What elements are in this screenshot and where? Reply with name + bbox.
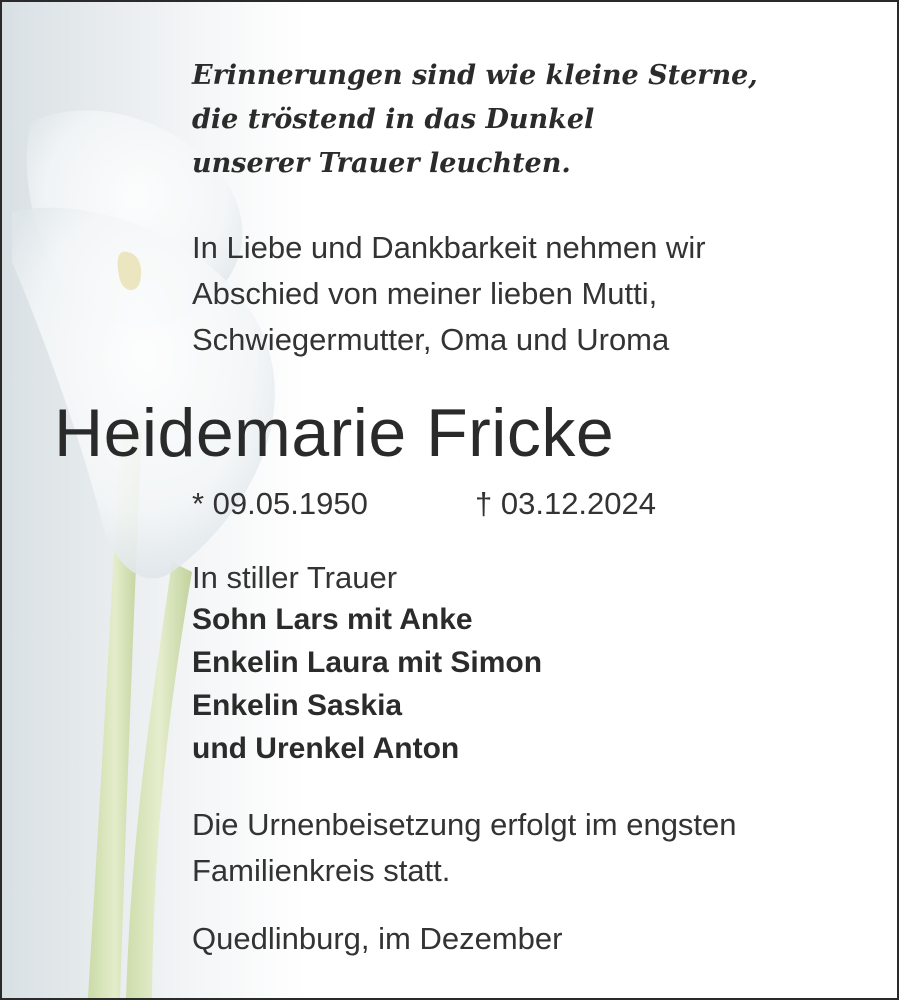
- mourners-list: [192, 598, 542, 770]
- intro-text: [192, 225, 706, 363]
- mourner-item: Enkelin Saskia: [192, 689, 403, 722]
- poem-line: unserer Trauer leuchten.: [192, 148, 571, 179]
- mourner-item: Enkelin Laura mit Simon: [192, 646, 543, 679]
- burial-line: Die Urnenbeisetzung erfolgt im engsten: [192, 807, 737, 842]
- intro-line: Abschied von meiner lieben Mutti,: [192, 276, 658, 311]
- mourner-item: und Urenkel Anton: [192, 732, 460, 765]
- mourning-intro-line: In stiller Trauer: [192, 560, 398, 595]
- mourning-intro: [192, 555, 397, 601]
- burial-text: [192, 802, 737, 894]
- place-and-date: [192, 916, 562, 962]
- birth-date: * 09.05.1950: [192, 486, 368, 521]
- death-date: † 03.12.2024: [475, 486, 657, 521]
- place-line: Quedlinburg, im Dezember: [192, 921, 563, 956]
- intro-line: Schwiegermutter, Oma und Uroma: [192, 322, 670, 357]
- poem-line: die tröstend in das Dunkel: [192, 104, 595, 135]
- poem-line: Erinnerungen sind wie kleine Sterne,: [192, 60, 758, 91]
- mourner-item: Sohn Lars mit Anke: [192, 603, 473, 636]
- intro-line: In Liebe und Dankbarkeit nehmen wir: [192, 230, 706, 265]
- burial-line: Familienkreis statt.: [192, 853, 451, 888]
- deceased-name: Heidemarie Fricke: [54, 395, 615, 471]
- poem-text: [192, 54, 758, 186]
